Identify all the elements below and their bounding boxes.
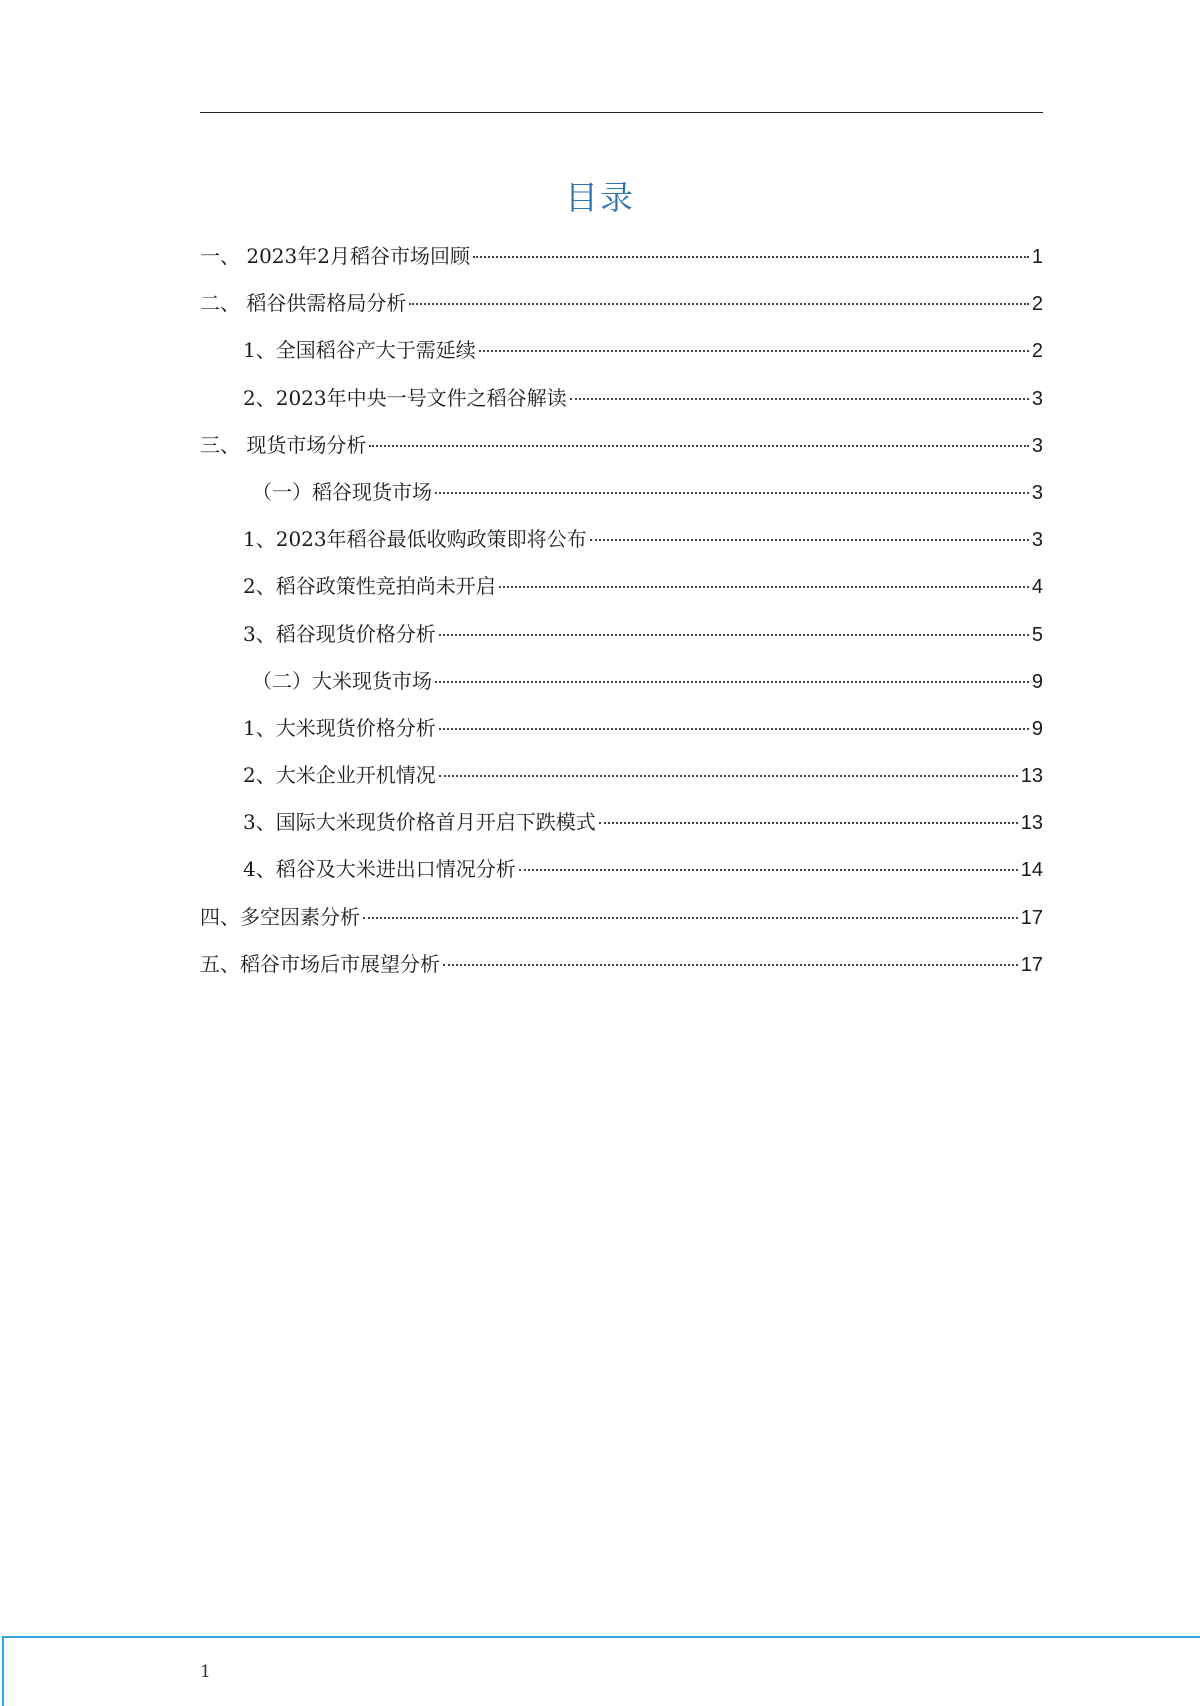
toc-dot-leader (499, 586, 1029, 588)
toc-entry[interactable] (200, 897, 1043, 944)
toc-entry[interactable] (200, 944, 1043, 991)
toc-entry-label: 1、全国稻谷产大于需延续 (243, 338, 476, 363)
toc-entry[interactable] (200, 614, 1043, 661)
toc-entry[interactable] (200, 519, 1043, 566)
toc-entry-label: 2、2023年中央一号文件之稻谷解读 (243, 385, 567, 410)
toc-entry-page: 14 (1020, 859, 1043, 882)
toc-entry-label: 三、 现货市场分析 (200, 432, 367, 457)
toc-entry-page: 3 (1031, 387, 1043, 410)
table-of-contents (200, 236, 1043, 991)
toc-entry-page: 2 (1031, 340, 1043, 363)
toc-entry-page: 5 (1031, 623, 1043, 646)
toc-dot-leader (473, 256, 1029, 258)
toc-entry[interactable] (200, 236, 1043, 283)
footer-border (2, 1636, 1200, 1706)
toc-dot-leader (519, 869, 1018, 871)
toc-dot-leader (599, 822, 1018, 824)
toc-entry-label: 4、稻谷及大米进出口情况分析 (243, 857, 516, 882)
toc-dot-leader (363, 917, 1018, 919)
toc-dot-leader (479, 350, 1029, 352)
toc-entry-label: 四、多空因素分析 (200, 904, 360, 929)
toc-entry-label: 二、 稻谷供需格局分析 (200, 291, 407, 316)
toc-entry[interactable] (200, 378, 1043, 425)
toc-dot-leader (590, 539, 1029, 541)
toc-entry[interactable] (200, 425, 1043, 472)
toc-entry[interactable] (200, 802, 1043, 849)
header-rule (200, 112, 1043, 113)
toc-entry[interactable] (200, 283, 1043, 330)
page-number: 1 (200, 1662, 211, 1682)
toc-entry-page: 13 (1020, 765, 1043, 788)
toc-dot-leader (439, 775, 1018, 777)
toc-entry[interactable] (200, 661, 1043, 708)
toc-entry-label: （一）稻谷现货市场 (252, 479, 432, 504)
toc-entry-page: 3 (1031, 481, 1043, 504)
toc-entry-label: 一、 2023年2月稻谷市场回顾 (200, 244, 470, 268)
toc-entry-page: 9 (1031, 717, 1043, 740)
toc-entry[interactable] (200, 330, 1043, 377)
toc-entry-page: 9 (1031, 670, 1043, 693)
toc-dot-leader (443, 964, 1018, 966)
toc-entry-label: 2、稻谷政策性竞拍尚未开启 (243, 574, 496, 599)
toc-entry[interactable] (200, 708, 1043, 755)
toc-entry[interactable] (200, 755, 1043, 802)
toc-entry[interactable] (200, 472, 1043, 519)
toc-entry-label: 3、国际大米现货价格首月开启下跌模式 (243, 810, 596, 835)
toc-dot-leader (369, 445, 1029, 447)
toc-title: 目录 (565, 178, 635, 217)
toc-entry-page: 3 (1031, 434, 1043, 457)
toc-dot-leader (439, 728, 1029, 730)
toc-entry-page: 13 (1020, 812, 1043, 835)
toc-entry-page: 17 (1020, 953, 1043, 976)
toc-entry-page: 1 (1031, 246, 1043, 268)
toc-entry[interactable] (200, 849, 1043, 896)
toc-entry-page: 4 (1031, 576, 1043, 599)
toc-entry-label: 2、大米企业开机情况 (243, 763, 436, 788)
toc-entry[interactable] (200, 566, 1043, 613)
toc-entry-label: 五、稻谷市场后市展望分析 (200, 951, 440, 976)
toc-entry-label: 1、2023年稻谷最低收购政策即将公布 (243, 527, 587, 552)
toc-dot-leader (439, 634, 1029, 636)
toc-entry-label: 3、稻谷现货价格分析 (243, 621, 436, 646)
toc-entry-page: 17 (1020, 906, 1043, 929)
toc-entry-label: 1、大米现货价格分析 (243, 715, 436, 740)
toc-dot-leader (435, 681, 1029, 683)
toc-entry-page: 3 (1031, 529, 1043, 552)
toc-dot-leader (570, 398, 1029, 400)
toc-entry-label: （二）大米现货市场 (252, 668, 432, 693)
toc-entry-page: 2 (1031, 293, 1043, 316)
toc-dot-leader (409, 303, 1029, 305)
toc-dot-leader (435, 492, 1029, 494)
